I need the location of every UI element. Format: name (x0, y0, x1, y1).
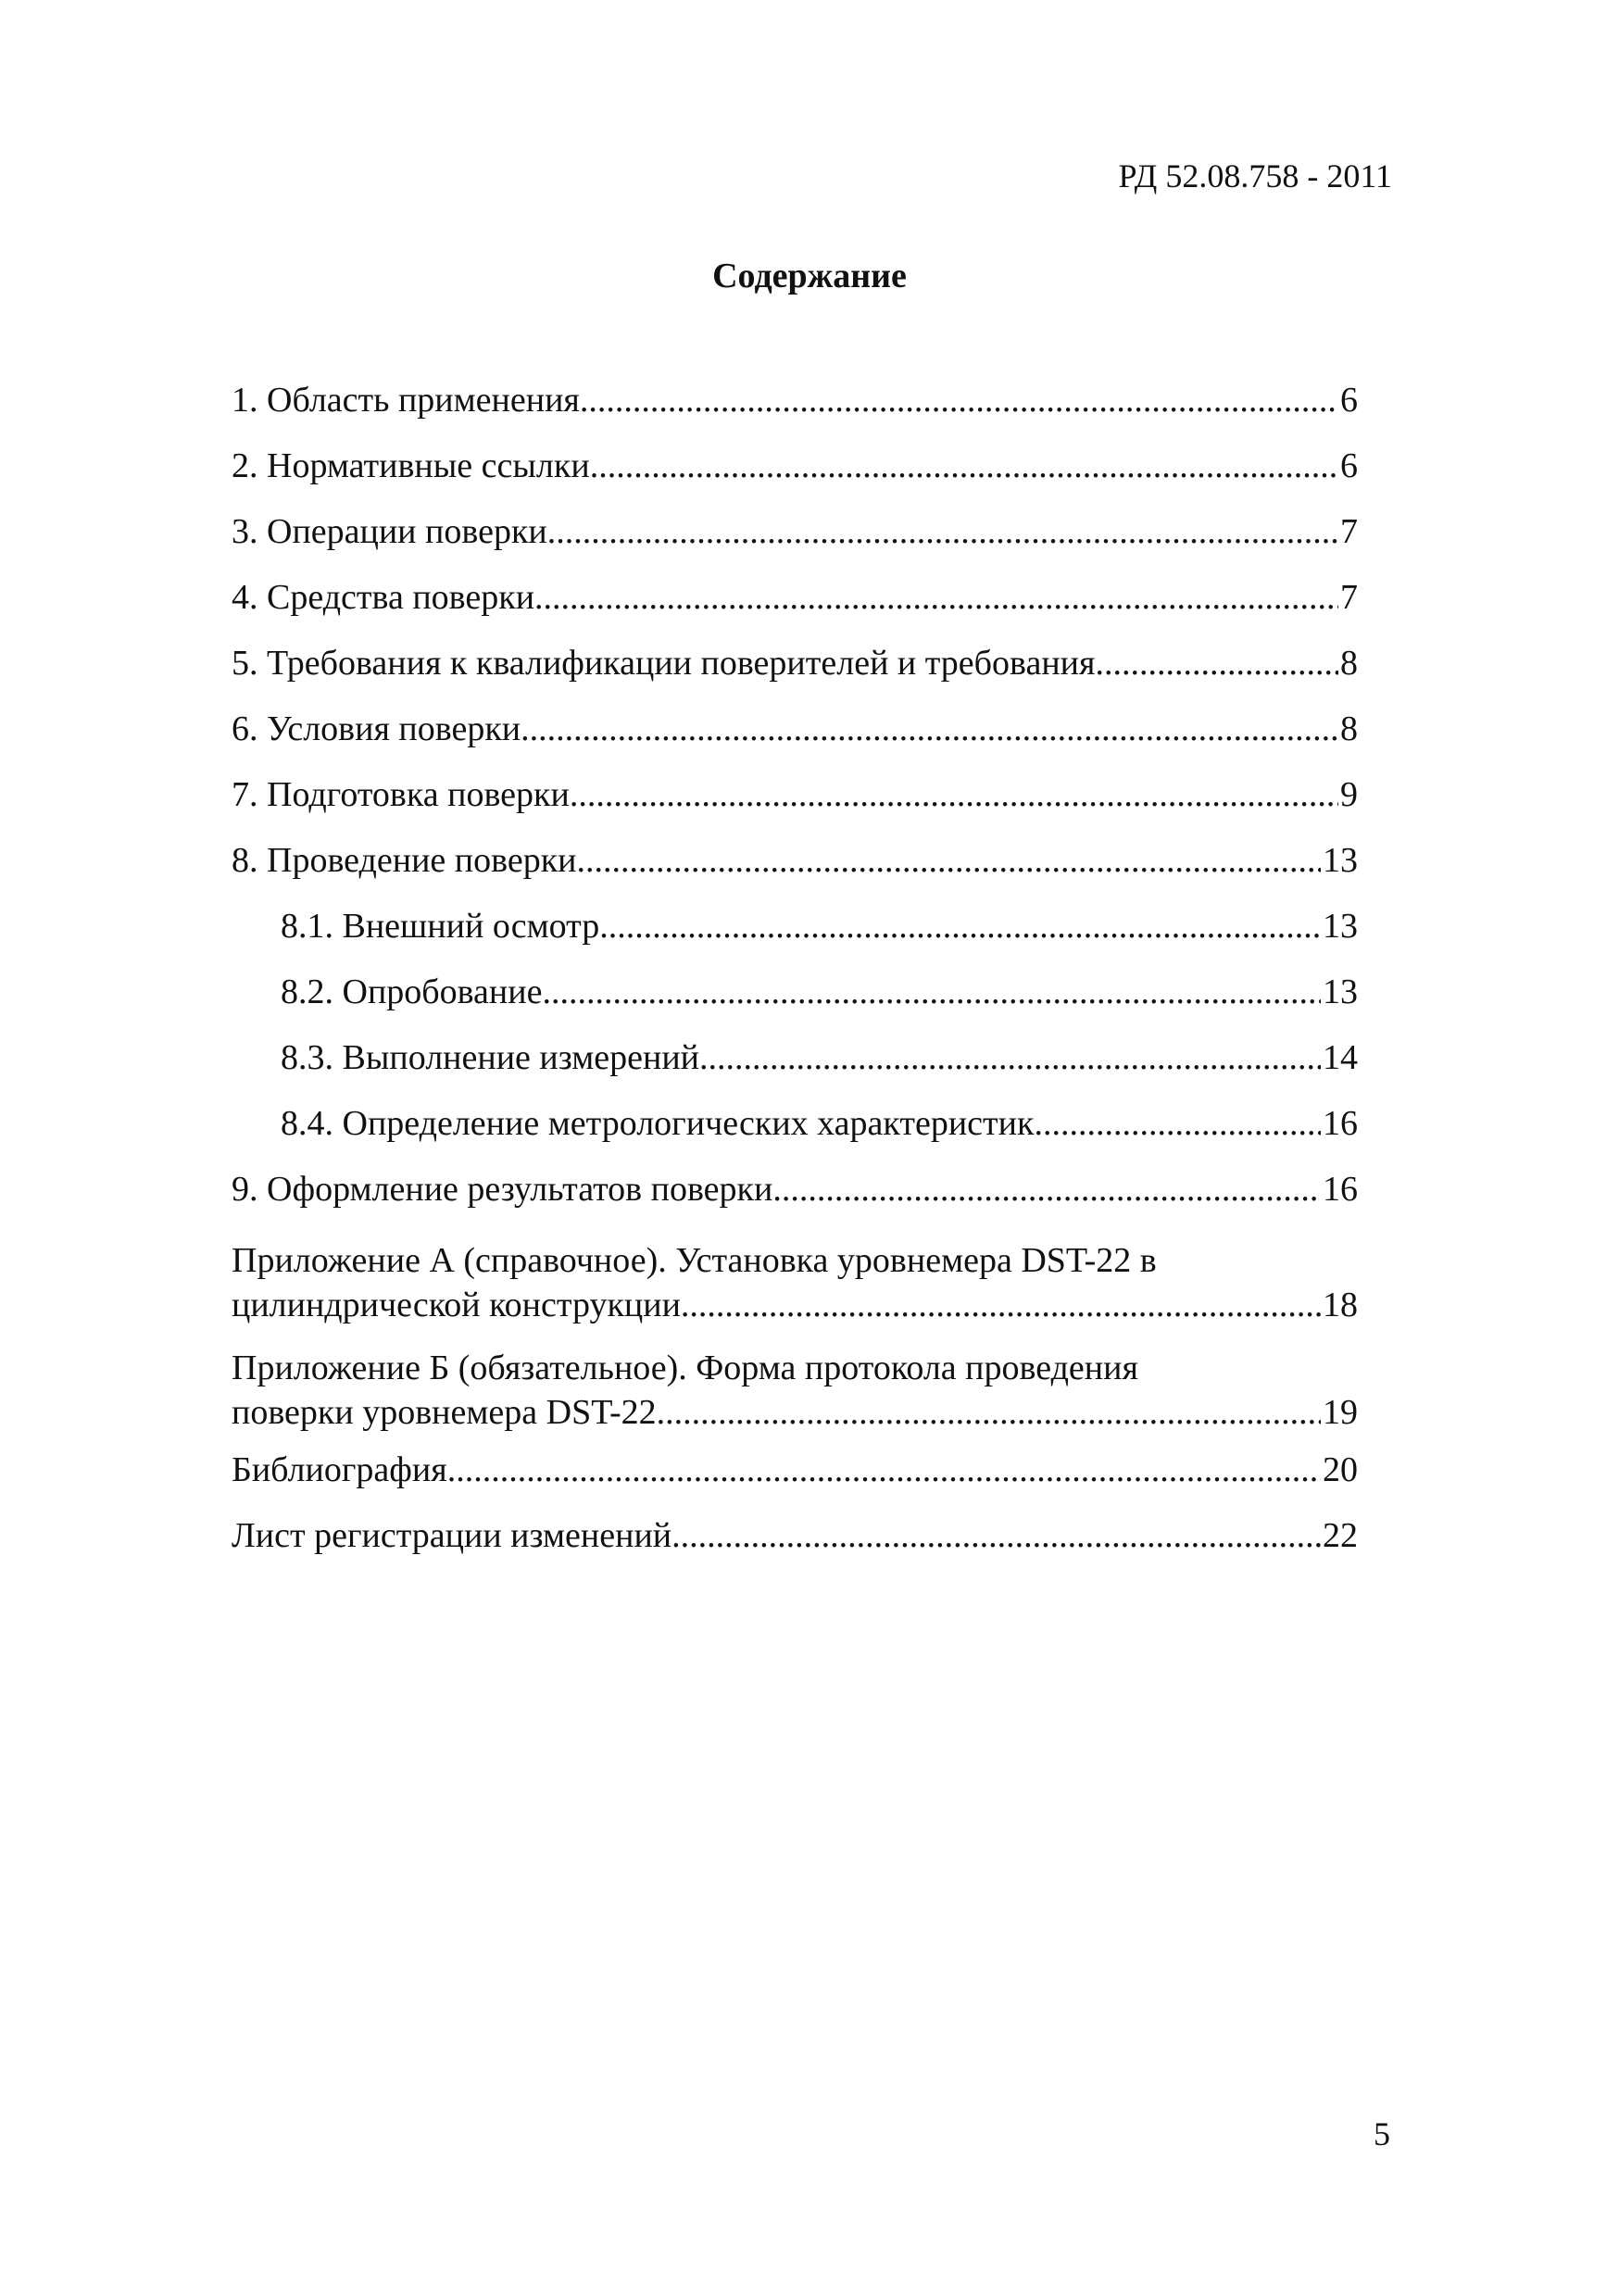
toc-entry-appendix-a[interactable] (232, 1233, 1358, 1327)
toc-entry-testing[interactable] (232, 970, 1358, 1035)
toc-entry-text-line1: Приложение А (справочное). Установка уровнемера DST-22 в (232, 1241, 1157, 1280)
toc-entry-change-log[interactable] (232, 1513, 1358, 1579)
toc-entry-page: 13 (1323, 972, 1358, 1011)
dot-leader (542, 970, 1321, 1014)
toc-entry-text-line2: цилиндрической конструкции (232, 1286, 681, 1324)
dot-leader (599, 904, 1321, 948)
dot-leader (1034, 1101, 1321, 1146)
dot-leader (447, 1448, 1321, 1492)
dot-leader (580, 378, 1338, 422)
page-number: 5 (1374, 2115, 1390, 2152)
toc-entry-scope[interactable] (232, 378, 1358, 444)
toc-entry-text-line1: Приложение Б (обязательное). Форма протокола проведения (232, 1349, 1138, 1387)
toc-entry-text: 3. Операции поверки (232, 512, 547, 551)
dot-leader (699, 1035, 1321, 1080)
table-of-contents (232, 378, 1358, 1579)
toc-entry-verification-means[interactable] (232, 575, 1358, 641)
toc-entry-page: 19 (1323, 1393, 1358, 1432)
dot-leader (671, 1513, 1321, 1558)
toc-entry-text: 4. Средства поверки (232, 578, 535, 617)
toc-entry-page: 9 (1340, 775, 1358, 814)
toc-entry-text: 8. Проведение поверки (232, 841, 577, 880)
document-code: РД 52.08.758 - 2011 (1118, 157, 1392, 194)
toc-entry-page: 8 (1340, 644, 1358, 683)
toc-entry-text: 8.3. Выполнение измерений (281, 1038, 700, 1077)
toc-entry-text: 9. Оформление результатов поверки (232, 1170, 773, 1209)
toc-entry-text: 8.2. Опробование (281, 972, 543, 1011)
toc-entry-text: 8.4. Определение метрологических характеристик (281, 1104, 1035, 1143)
toc-entry-text: Библиография (232, 1450, 447, 1489)
toc-entry-last-line (232, 1390, 1358, 1435)
toc-entry-page: 8 (1340, 709, 1358, 748)
toc-entry-text: Лист регистрации изменений (232, 1516, 672, 1555)
dot-leader (657, 1390, 1321, 1435)
dot-leader (772, 1167, 1321, 1211)
dot-leader (681, 1283, 1321, 1327)
toc-entry-page: 16 (1323, 1104, 1358, 1143)
toc-entry-text: 2. Нормативные ссылки (232, 446, 590, 485)
toc-entry-page: 13 (1323, 841, 1358, 880)
toc-entry-page: 14 (1323, 1038, 1358, 1077)
toc-entry-page: 16 (1323, 1170, 1358, 1209)
toc-entry-verification-conditions[interactable] (232, 707, 1358, 772)
toc-entry-results-registration[interactable] (232, 1167, 1358, 1233)
toc-entry-text: 1. Область применения (232, 381, 580, 420)
toc-entry-page: 18 (1323, 1286, 1358, 1324)
toc-entry-last-line (232, 1283, 1358, 1327)
toc-entry-qualification-requirements[interactable] (232, 641, 1358, 707)
dot-leader (590, 444, 1338, 488)
dot-leader (547, 509, 1338, 554)
toc-entry-external-inspection[interactable] (232, 904, 1358, 970)
toc-entry-bibliography[interactable] (232, 1448, 1358, 1513)
toc-entry-page: 13 (1323, 907, 1358, 946)
dot-leader (577, 838, 1322, 883)
toc-entry-verification-preparation[interactable] (232, 772, 1358, 838)
dot-leader (570, 772, 1338, 817)
toc-entry-text: 8.1. Внешний осмотр (281, 907, 600, 946)
toc-entry-text-line2: поверки уровнемера DST-22 (232, 1393, 657, 1432)
toc-entry-page: 22 (1323, 1516, 1358, 1555)
toc-entry-text: 6. Условия поверки (232, 709, 521, 748)
toc-entry-page: 6 (1340, 446, 1358, 485)
dot-leader (534, 575, 1338, 620)
toc-entry-page: 20 (1323, 1450, 1358, 1489)
toc-entry-verification-operations[interactable] (232, 509, 1358, 575)
dot-leader (521, 707, 1338, 751)
toc-entry-metrological-characteristics[interactable] (232, 1101, 1358, 1167)
toc-entry-verification-execution[interactable] (232, 838, 1358, 904)
toc-entry-page: 6 (1340, 381, 1358, 420)
toc-entry-normative-references[interactable] (232, 444, 1358, 509)
toc-entry-text: 7. Подготовка поверки (232, 775, 570, 814)
toc-entry-page: 7 (1340, 578, 1358, 617)
toc-entry-page: 7 (1340, 512, 1358, 551)
toc-entry-measurements[interactable] (232, 1035, 1358, 1101)
toc-entry-appendix-b[interactable] (232, 1340, 1358, 1435)
dot-leader (1095, 641, 1338, 685)
toc-title: Содержание (712, 257, 907, 295)
toc-entry-text: 5. Требования к квалификации поверителей и требования (232, 644, 1096, 683)
